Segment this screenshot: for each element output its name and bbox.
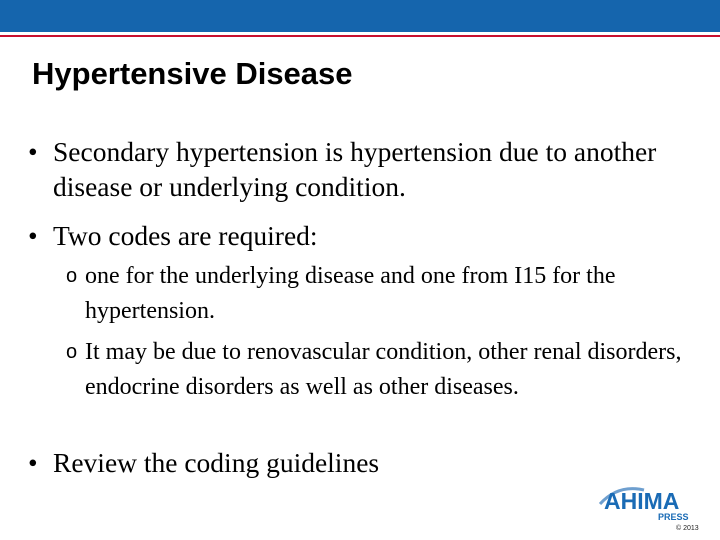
bullet-marker: • <box>28 447 38 478</box>
bullet-item <box>28 134 698 206</box>
logo-sub: PRESS <box>658 512 689 522</box>
bullet-item <box>28 218 698 254</box>
header-rule <box>0 35 720 37</box>
copyright: © 2013 <box>676 525 699 532</box>
slide-title: Hypertensive Disease <box>32 56 353 91</box>
header-band <box>0 0 720 32</box>
bullet-text: Two codes are required: <box>53 220 318 251</box>
bullet-text: Secondary hypertension is hypertension due to another disease or underlying condition. <box>53 136 657 202</box>
logo-brand: AHIMA <box>604 488 680 514</box>
sub-bullet-marker: o <box>66 341 78 363</box>
bullet-marker: • <box>28 220 38 251</box>
bullet-item <box>28 445 698 481</box>
sub-bullet-text: It may be due to renovascular condition, other renal disorders, endocrine disorders as well as other diseases. <box>85 339 682 400</box>
sub-bullet-item <box>66 259 686 329</box>
sub-bullet-item <box>66 335 686 435</box>
sub-bullet-text: one for the underlying disease and one from I15 for the hypertension. <box>85 263 616 324</box>
ahima-press-logo <box>598 482 708 522</box>
sub-bullet-marker: o <box>66 265 78 287</box>
bullet-text: Review the coding guidelines <box>53 447 380 478</box>
bullet-marker: • <box>28 136 38 167</box>
